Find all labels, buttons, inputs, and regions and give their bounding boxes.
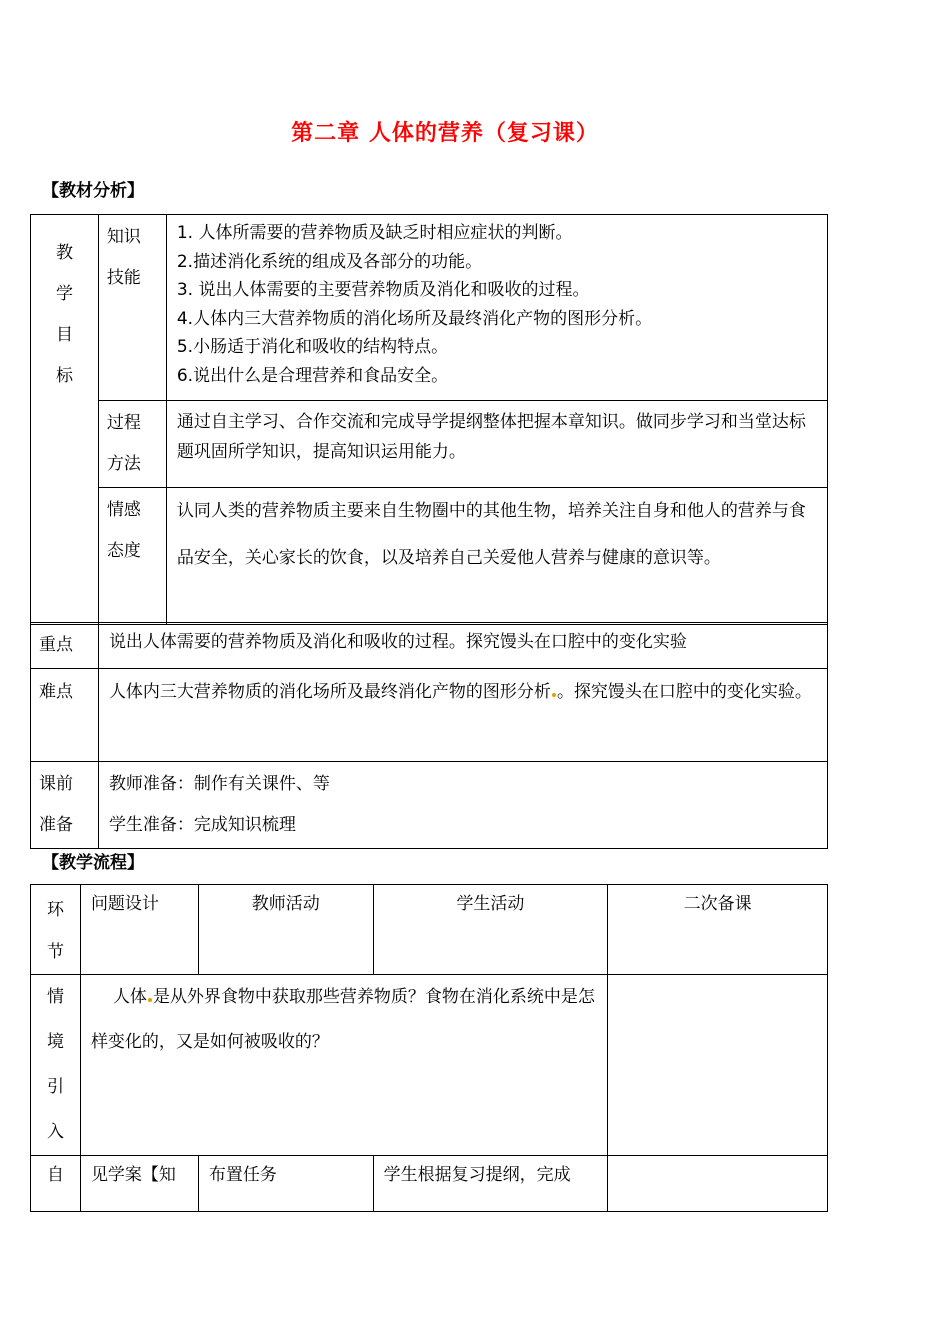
process-label-line: 过程 bbox=[106, 413, 141, 433]
annotation-dot-icon bbox=[552, 693, 556, 697]
flow-intro-stage bbox=[31, 975, 81, 1156]
flow-intro-text bbox=[80, 975, 607, 1156]
section-heading-flow: 【教学流程】 bbox=[42, 853, 144, 873]
difficulty-text bbox=[98, 669, 827, 762]
knowledge-item: 1. 人体所需要的营养物质及缺乏时相应症状的判断。 bbox=[176, 223, 573, 243]
process-label bbox=[98, 401, 166, 488]
goals-header-char: 标 bbox=[55, 366, 73, 386]
knowledge-item: 3. 说出人体需要的主要营养物质及消化和吸收的过程。 bbox=[176, 280, 590, 300]
flow-intro-stage-char: 境 bbox=[46, 1032, 64, 1052]
flow-header-teacher: 教师活动 bbox=[198, 885, 373, 975]
flow-intro-second bbox=[608, 975, 828, 1156]
flow-header-stage-char: 节 bbox=[46, 942, 64, 962]
process-label-line: 方法 bbox=[106, 454, 141, 474]
key-point-text: 说出人体需要的营养物质及消化和吸收的过程。探究馒头在口腔中的变化实验 bbox=[98, 623, 827, 669]
section-heading-analysis: 【教材分析】 bbox=[42, 181, 144, 201]
knowledge-label-line: 技能 bbox=[106, 268, 141, 288]
flow-self-second bbox=[608, 1156, 828, 1212]
annotation-dot-icon bbox=[148, 998, 152, 1002]
page-title: 第二章 人体的营养（复习课） bbox=[291, 121, 599, 146]
goals-table bbox=[30, 214, 828, 625]
flow-intro-stage-char: 情 bbox=[46, 987, 64, 1007]
preparation-label-line: 准备 bbox=[39, 815, 73, 835]
knowledge-label bbox=[98, 215, 166, 401]
goals-header-char: 目 bbox=[55, 325, 73, 345]
flow-self-stage: 自 bbox=[31, 1156, 81, 1212]
flow-self-question: 见学案【知 bbox=[80, 1156, 198, 1212]
flow-header-student: 学生活动 bbox=[373, 885, 608, 975]
difficulty-label: 难点 bbox=[31, 669, 99, 762]
prep-table bbox=[30, 622, 828, 849]
flow-intro-stage-char: 引 bbox=[46, 1077, 64, 1097]
goals-header bbox=[31, 215, 99, 625]
flow-header-stage-char: 环 bbox=[46, 900, 64, 920]
preparation-text bbox=[98, 762, 827, 849]
knowledge-item: 6.说出什么是合理营养和食品安全。 bbox=[176, 365, 449, 386]
goals-header-char: 学 bbox=[55, 284, 73, 304]
flow-self-student: 学生根据复习提纲，完成 bbox=[373, 1156, 608, 1212]
knowledge-items bbox=[166, 215, 827, 401]
knowledge-item: 5.小肠适于消化和吸收的结构特点。 bbox=[176, 337, 449, 357]
key-point-label: 重点 bbox=[31, 623, 99, 669]
preparation-label bbox=[31, 762, 99, 849]
flow-intro-stage-char: 入 bbox=[46, 1122, 64, 1142]
flow-self-teacher: 布置任务 bbox=[198, 1156, 373, 1212]
knowledge-item: 2.描述消化系统的组成及各部分的功能。 bbox=[176, 251, 483, 272]
flow-header-second: 二次备课 bbox=[608, 885, 828, 975]
difficulty-text-part: 。探究馒头在口腔中的变化实验。 bbox=[556, 682, 812, 702]
flow-intro-text-part: 人体 bbox=[112, 987, 147, 1007]
preparation-student: 学生准备：完成知识梳理 bbox=[108, 815, 296, 835]
attitude-label-line: 情感 bbox=[106, 500, 141, 520]
knowledge-label-line: 知识 bbox=[106, 227, 141, 247]
process-text: 通过自主学习、合作交流和完成导学提纲整体把握本章知识。做同步学习和当堂达标题巩固所学知识，提高知识运用能力。 bbox=[166, 401, 827, 488]
flow-intro-text-part: 是从外界食物中获取那些营养物质？食物在消化系统中是怎样变化的，又是如何被吸收的？ bbox=[90, 987, 595, 1052]
preparation-label-line: 课前 bbox=[39, 774, 73, 794]
flow-header-question: 问题设计 bbox=[80, 885, 198, 975]
attitude-label-line: 态度 bbox=[106, 541, 141, 561]
attitude-label bbox=[98, 488, 166, 625]
preparation-teacher: 教师准备：制作有关课件、等 bbox=[108, 774, 330, 794]
knowledge-item: 4.人体内三大营养物质的消化场所及最终消化产物的图形分析。 bbox=[176, 308, 653, 329]
goals-header-char: 教 bbox=[55, 243, 73, 263]
flow-table bbox=[30, 884, 828, 1212]
flow-header-stage bbox=[31, 885, 81, 975]
attitude-text: 认同人类的营养物质主要来自生物圈中的其他生物，培养关注自身和他人的营养与食品安全，关心家长的饮食，以及培养自己关爱他人营养与健康的意识等。 bbox=[166, 488, 827, 625]
difficulty-text-part: 人体内三大营养物质的消化场所及最终消化产物的图形分析 bbox=[108, 682, 551, 702]
